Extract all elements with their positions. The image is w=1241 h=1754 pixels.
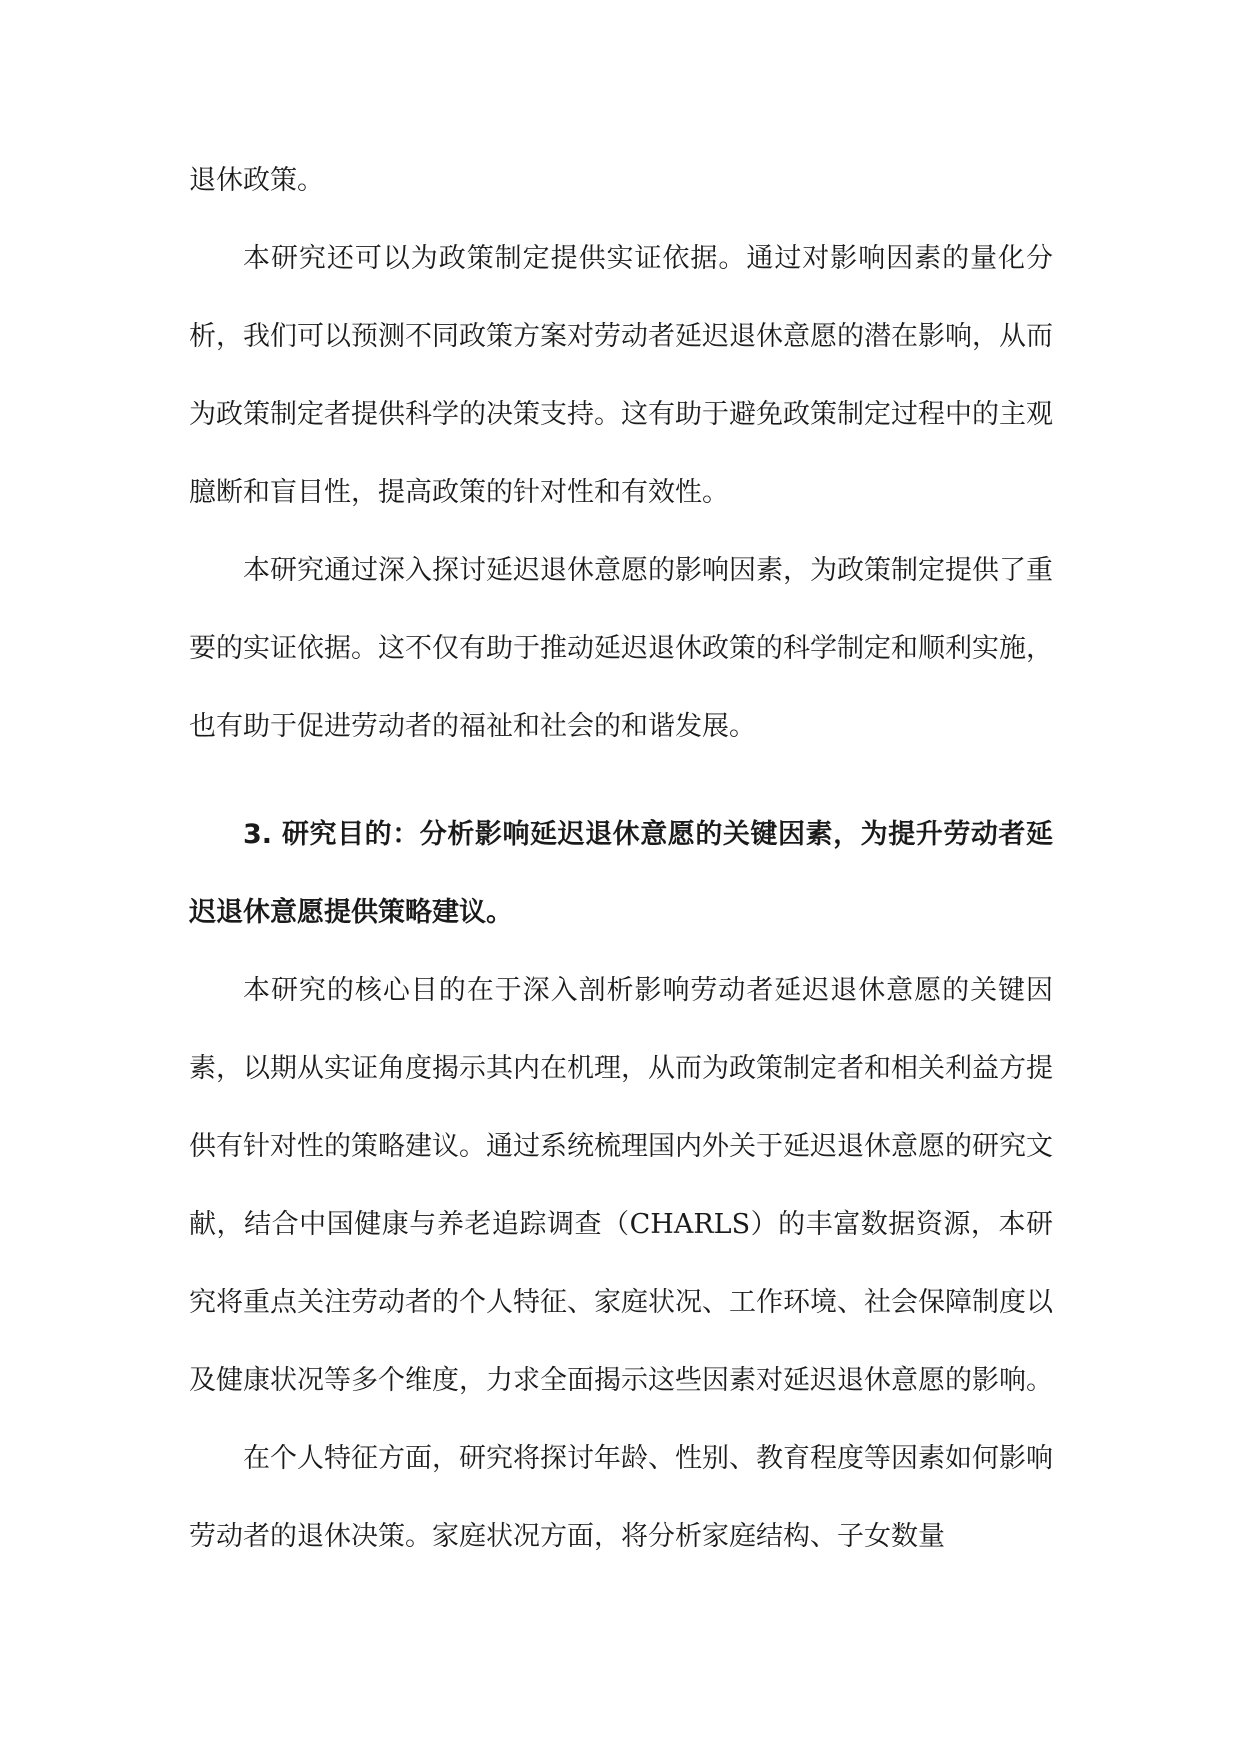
paragraph-continuation: 退休政策。	[189, 165, 324, 196]
paragraph-empirical-basis: 本研究还可以为政策制定提供实证依据。通过对影响因素的量化分析，我们可以预测不同政策方案对劳动者延迟退休意愿的潜在影响，从而为政策制定者提供科学的决策支持。这有助于避免政策制定过程中的主观臆断和盲目性，提高政策的针对性和有效性。	[189, 243, 1053, 508]
section-heading: 3. 研究目的：分析影响延迟退休意愿的关键因素，为提升劳动者延迟退休意愿提供策略建议。	[189, 819, 1053, 928]
paragraph-summary: 本研究通过深入探讨延迟退休意愿的影响因素，为政策制定提供了重要的实证依据。这不仅有助于推动延迟退休政策的科学制定和顺利实施，也有助于促进劳动者的福祉和社会的和谐发展。	[189, 555, 1053, 742]
paragraph-personal-characteristics: 在个人特征方面，研究将探讨年龄、性别、教育程度等因素如何影响劳动者的退休决策。家庭状况方面，将分析家庭结构、子女数量	[189, 1443, 1053, 1552]
document-body	[189, 142, 1053, 1576]
paragraph-core-purpose: 本研究的核心目的在于深入剖析影响劳动者延迟退休意愿的关键因素，以期从实证角度揭示其内在机理，从而为政策制定者和相关利益方提供有针对性的策略建议。通过系统梳理国内外关于延迟退休意愿的研究文献，结合中国健康与养老追踪调查（CHARLS）的丰富数据资源，本研究将重点关注劳动者的个人特征、家庭状况、工作环境、社会保障制度以及健康状况等多个维度，力求全面揭示这些因素对延迟退休意愿的影响。	[189, 975, 1053, 1396]
